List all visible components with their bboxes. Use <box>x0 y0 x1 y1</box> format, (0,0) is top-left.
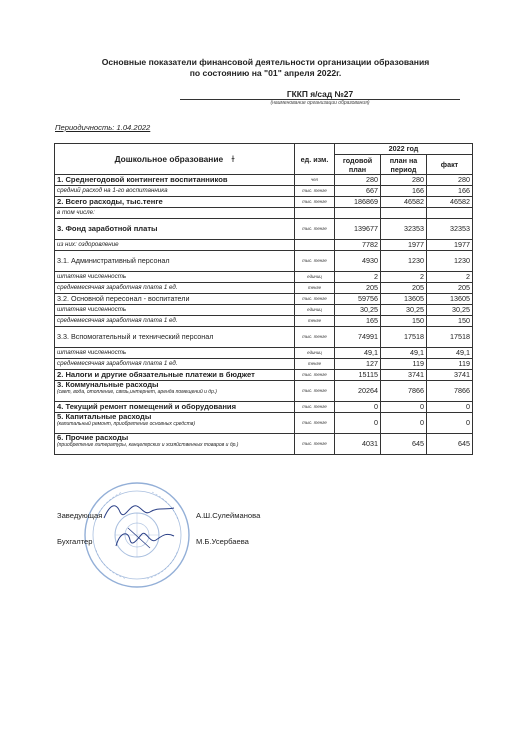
header-unit: ед. изм. <box>295 144 335 175</box>
header-annual-plan: годовой план <box>335 155 381 175</box>
header-year: 2022 год <box>335 144 473 155</box>
accountant-signature-icon <box>110 524 180 552</box>
periodicity-label: Периодичность: 1.04.2022 <box>55 123 151 132</box>
title-line-2: по состоянию на "01" апреля 2022г. <box>189 68 342 78</box>
head-name: А.Ш.Сулейманова <box>196 511 261 520</box>
cursor-mark-icon: ɫ <box>231 154 235 164</box>
table-row: среднемесячная заработная плата 1 ед. тенге 165 150 150 <box>55 316 473 327</box>
table-row: среднемесячная заработная плата 1 ед. тенге 205 205 205 <box>55 283 473 294</box>
table-row: среднемесячная заработная плата 1 ед. тенге 127 119 119 <box>55 359 473 370</box>
table-row: 5. Капитальные расходы (капитальный ремонт, приобретение основных средств) тыс. тенге 0 0 0 <box>55 413 473 434</box>
table-row: 6. Прочие расходы (приобретение литературы, канцелярских и хозяйственных товаров и др.) тыс. тенге 4031 645 645 <box>55 434 473 455</box>
table-row: штатная численность единиц 30,25 30,25 30,25 <box>55 305 473 316</box>
table-row: в том числе: <box>55 208 473 219</box>
table-row: 3. Коммунальные расходы (свет, вода, отопление, связь,интернет, аренда помещений и др.) тыс. тенге 20264 7866 7866 <box>55 381 473 402</box>
accountant-name: М.Б.Усербаева <box>196 537 249 546</box>
table-row: 3.3. Вспомогательный и технический персонал тыс. тенге 74991 17518 17518 <box>55 327 473 348</box>
table-row: штатная численность единиц 2 2 2 <box>55 272 473 283</box>
table-row: 3.2. Основной пересонал - воспитатели тыс. тенге 59756 13605 13605 <box>55 294 473 305</box>
table-row: 1. Среднегодовой контингент воспитанников чел 280 280 280 <box>55 175 473 186</box>
header-fact: факт <box>427 155 473 175</box>
table-row: из них: оздоровление 7782 1977 1977 <box>55 240 473 251</box>
table-row: 3. Фонд заработной платы тыс. тенге 139677 32353 32353 <box>55 219 473 240</box>
head-title: Заведующая <box>57 511 103 520</box>
table-row: 4. Текущий ремонт помещений и оборудования тыс. тенге 0 0 0 <box>55 402 473 413</box>
head-signature-icon <box>100 498 180 524</box>
title-line-1: Основные показатели финансовой деятельности организации образования <box>101 57 430 67</box>
table-row: 3.1. Административный персонал тыс. тенге 4930 1230 1230 <box>55 251 473 272</box>
table-row: штатная численность единиц 49,1 49,1 49,1 <box>55 348 473 359</box>
financial-indicators-table <box>54 143 473 455</box>
organization-name: ГККП я/сад №27 <box>286 89 354 99</box>
table-row: 2. Налоги и другие обязательные платежи в бюджет тыс. тенге 15115 3741 3741 <box>55 370 473 381</box>
document-title <box>0 57 531 79</box>
table-row: средний расход на 1-го воспитанника тыс. тенге 667 166 166 <box>55 186 473 197</box>
header-section: Дошкольное образование ɫ <box>55 144 295 175</box>
organization-caption: (наименование организации образования) <box>270 100 370 106</box>
accountant-title: Бухгалтер <box>57 537 93 546</box>
table-row: 2. Всего расходы, тыс.тенге тыс. тенге 186869 46582 46582 <box>55 197 473 208</box>
header-period-plan: план на период <box>381 155 427 175</box>
